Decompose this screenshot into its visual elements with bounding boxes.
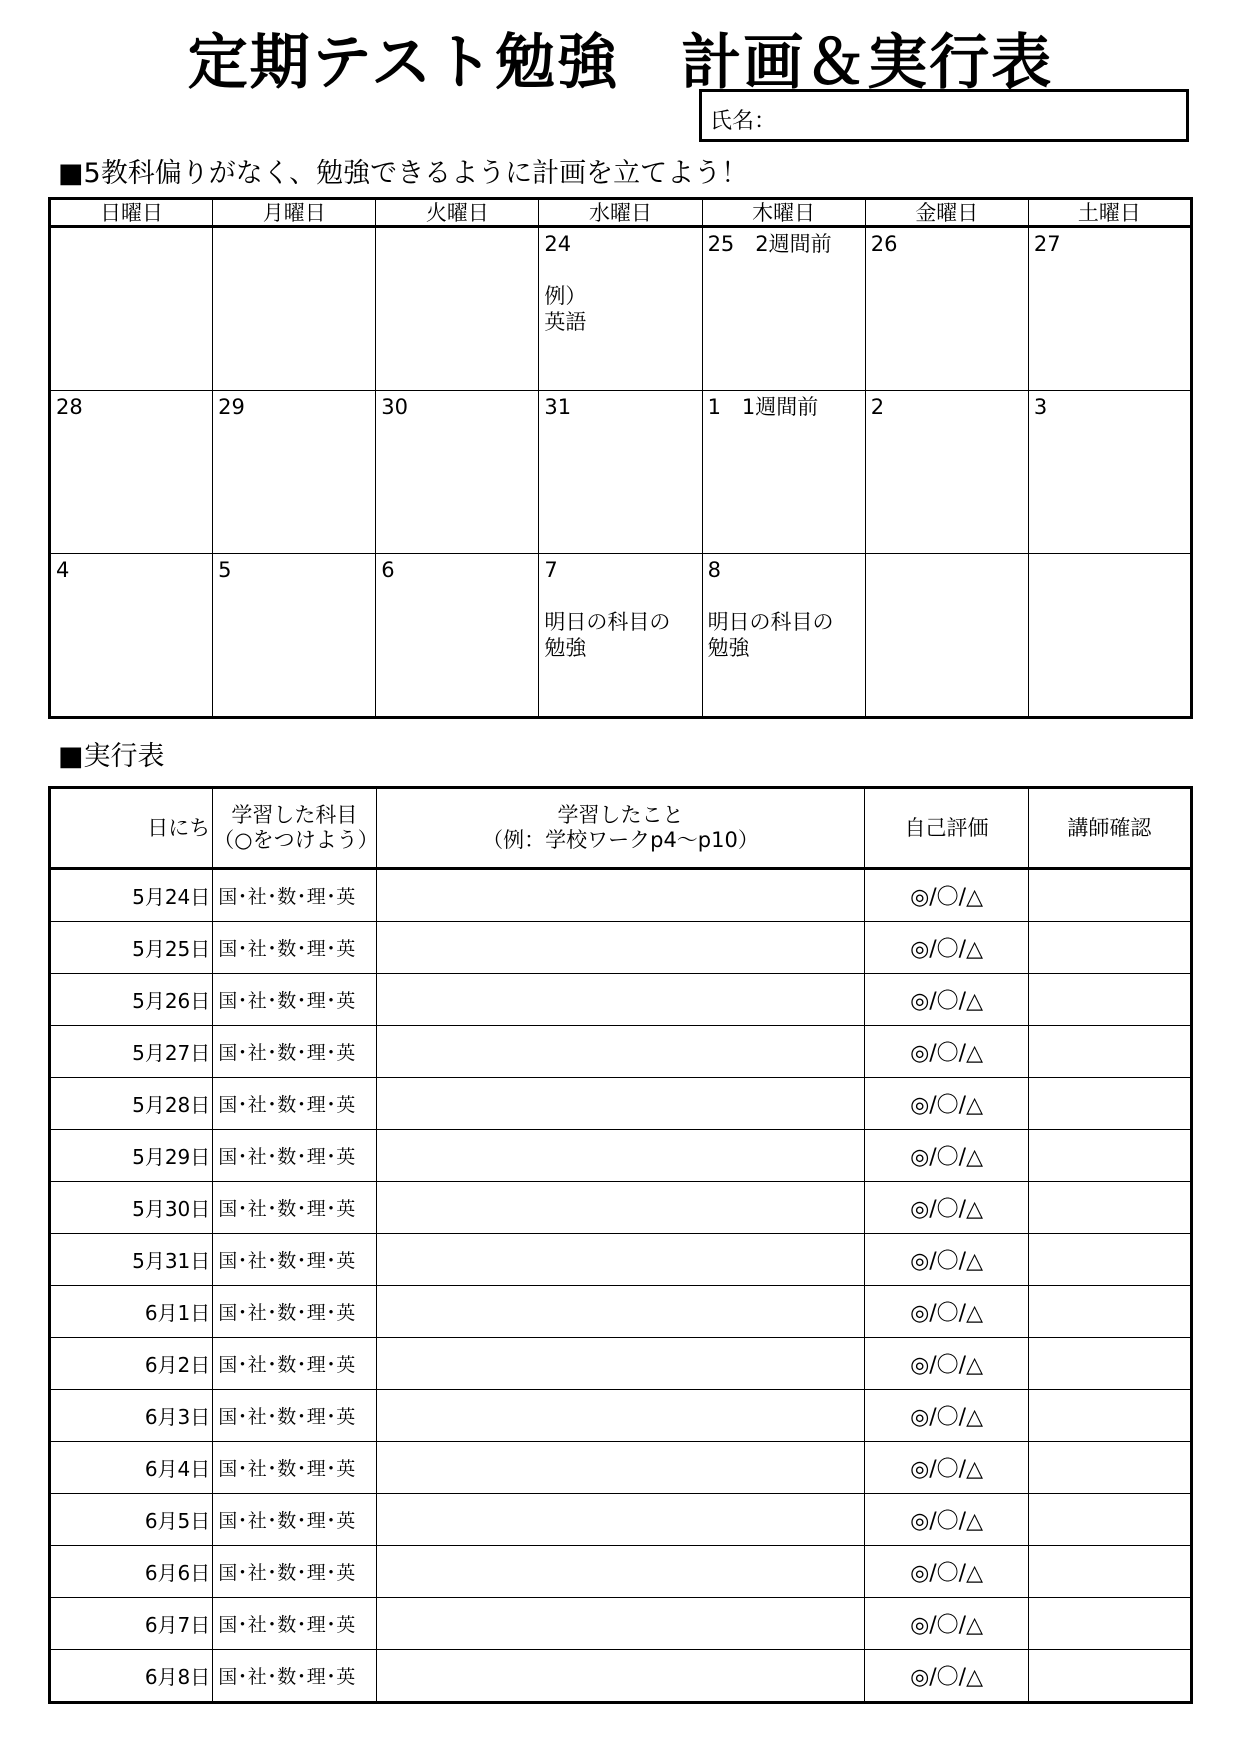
row-content[interactable] [376,1442,865,1494]
calendar-day-cell[interactable] [1028,554,1191,718]
table-row [50,974,1192,1026]
row-teacher-check[interactable] [1028,1442,1191,1494]
row-content[interactable] [376,1598,865,1650]
row-subjects[interactable]: 国･社･数･理･英 [213,974,376,1026]
row-teacher-check[interactable] [1028,1286,1191,1338]
table-row [50,922,1192,974]
page-title: 定期テスト勉強 計画＆実行表 [187,28,1054,98]
row-subjects[interactable]: 国･社･数･理･英 [213,1650,376,1703]
plan-calendar [48,197,1193,719]
calendar-day-cell[interactable] [213,391,376,554]
calendar-day-number: 6 [381,558,395,582]
row-self-eval[interactable]: ◎/〇/△ [865,1442,1028,1494]
row-date: 6月1日 [50,1286,213,1338]
row-teacher-check[interactable] [1028,922,1191,974]
table-row [50,1078,1192,1130]
calendar-day-cell[interactable] [1028,227,1191,391]
exec-heading: ■実行表 [58,741,165,772]
calendar-day-cell[interactable] [213,554,376,718]
header-teacher-check: 講師確認 [1028,788,1191,869]
row-content[interactable] [376,1546,865,1598]
row-teacher-check[interactable] [1028,1494,1191,1546]
calendar-day-cell[interactable] [865,227,1028,391]
row-subjects[interactable]: 国･社･数･理･英 [213,1026,376,1078]
weekday-header: 木曜日 [702,199,865,227]
calendar-day-cell[interactable] [50,554,213,718]
row-date: 5月27日 [50,1026,213,1078]
table-row [50,1182,1192,1234]
row-date: 5月24日 [50,869,213,922]
row-self-eval[interactable]: ◎/〇/△ [865,1234,1028,1286]
header-content-line1: 学習したこと [557,803,684,827]
row-subjects[interactable]: 国･社･数･理･英 [213,869,376,922]
calendar-day-cell[interactable] [702,391,865,554]
row-content[interactable] [376,1026,865,1078]
calendar-day-number: 27 [1033,232,1061,256]
header-subject [213,788,379,869]
row-date: 5月31日 [50,1234,213,1286]
name-label: 氏名： [710,109,777,134]
row-self-eval[interactable]: ◎/〇/△ [865,922,1028,974]
weekday-header: 月曜日 [213,199,376,227]
row-content[interactable] [376,1390,865,1442]
row-content[interactable] [376,1286,865,1338]
table-row [50,1130,1192,1182]
table-row [50,1338,1192,1390]
row-self-eval[interactable]: ◎/〇/△ [865,1650,1028,1703]
row-self-eval[interactable]: ◎/〇/△ [865,1494,1028,1546]
row-date: 5月26日 [50,974,213,1026]
weekday-header: 日曜日 [50,199,213,227]
row-date: 5月25日 [50,922,213,974]
row-date: 6月7日 [50,1598,213,1650]
table-row [50,1286,1192,1338]
calendar-day-note: 明日の科目の 勉強 [707,610,834,660]
header-content-line2: （例：学校ワークp4～p10） [482,828,759,852]
weekday-header: 金曜日 [865,199,1028,227]
row-self-eval[interactable]: ◎/〇/△ [865,1026,1028,1078]
row-teacher-check[interactable] [1028,1130,1191,1182]
row-content[interactable] [376,974,865,1026]
row-self-eval[interactable]: ◎/〇/△ [865,1078,1028,1130]
calendar-day-number: 29 [218,395,245,419]
row-date: 6月4日 [50,1442,213,1494]
row-teacher-check[interactable] [1028,974,1191,1026]
row-date: 6月8日 [50,1650,213,1703]
calendar-day-number: 2 [870,395,885,419]
calendar-day-cell[interactable] [865,391,1028,554]
row-teacher-check[interactable] [1028,1338,1191,1390]
calendar-day-number: 25 2週間前 [707,232,832,256]
calendar-day-cell[interactable] [539,227,702,391]
calendar-day-number: 31 [544,395,572,419]
row-date: 5月30日 [50,1182,213,1234]
row-teacher-check[interactable] [1028,1234,1191,1286]
weekday-header: 水曜日 [539,199,702,227]
row-date: 5月28日 [50,1078,213,1130]
calendar-day-note: 例） 英語 [544,284,587,334]
row-teacher-check[interactable] [1028,1650,1191,1703]
calendar-day-cell[interactable] [702,227,865,391]
row-subjects[interactable]: 国･社･数･理･英 [213,1338,376,1390]
row-self-eval[interactable]: ◎/〇/△ [865,974,1028,1026]
calendar-day-number: 5 [218,558,232,582]
row-subjects[interactable]: 国･社･数･理･英 [213,1598,376,1650]
row-teacher-check[interactable] [1028,1598,1191,1650]
row-self-eval[interactable]: ◎/〇/△ [865,1338,1028,1390]
header-self-eval: 自己評価 [865,788,1028,869]
row-content[interactable] [376,869,865,922]
calendar-day-cell[interactable] [1028,391,1191,554]
table-row [50,1494,1192,1546]
calendar-week [50,227,1192,391]
calendar-day-cell[interactable] [376,554,539,718]
calendar-day-cell[interactable] [376,391,539,554]
row-teacher-check[interactable] [1028,1026,1191,1078]
calendar-day-cell[interactable] [213,227,376,391]
row-teacher-check[interactable] [1028,1390,1191,1442]
table-row [50,1390,1192,1442]
row-teacher-check[interactable] [1028,1546,1191,1598]
row-content[interactable] [376,1078,865,1130]
row-teacher-check[interactable] [1028,1078,1191,1130]
calendar-day-cell[interactable] [865,554,1028,718]
calendar-day-number: 7 [544,558,558,582]
row-content[interactable] [376,1650,865,1703]
calendar-day-number: 24 [544,232,572,256]
header-subject-line1: 学習した科目 [231,803,358,827]
row-date: 6月2日 [50,1338,213,1390]
calendar-day-cell[interactable] [539,554,702,718]
row-date: 5月29日 [50,1130,213,1182]
table-row [50,1234,1192,1286]
row-content[interactable] [376,1234,865,1286]
row-self-eval[interactable]: ◎/〇/△ [865,1182,1028,1234]
row-subjects[interactable]: 国･社･数･理･英 [213,1286,376,1338]
row-subjects[interactable]: 国･社･数･理･英 [213,1234,376,1286]
row-date: 6月6日 [50,1546,213,1598]
calendar-day-cell[interactable] [50,227,213,391]
row-self-eval[interactable]: ◎/〇/△ [865,1286,1028,1338]
calendar-week [50,554,1192,718]
row-subjects[interactable]: 国･社･数･理･英 [213,1390,376,1442]
row-self-eval[interactable]: ◎/〇/△ [865,1130,1028,1182]
plan-heading: ■5教科偏りがなく、勉強できるように計画を立てよう！ [58,158,749,189]
header-subject-line2: （○をつけよう） [213,828,379,852]
row-date: 6月3日 [50,1390,213,1442]
row-content[interactable] [376,1338,865,1390]
row-subjects[interactable]: 国･社･数･理･英 [213,922,376,974]
table-row [50,869,1192,922]
weekday-header: 土曜日 [1028,199,1191,227]
row-self-eval[interactable]: ◎/〇/△ [865,1390,1028,1442]
calendar-day-cell[interactable] [539,391,702,554]
row-subjects[interactable]: 国･社･数･理･英 [213,1130,376,1182]
calendar-day-number: 26 [870,232,898,256]
row-teacher-check[interactable] [1028,869,1191,922]
table-row [50,1546,1192,1598]
calendar-day-cell[interactable] [50,391,213,554]
row-content[interactable] [376,1494,865,1546]
calendar-day-number: 30 [381,395,409,419]
row-self-eval[interactable]: ◎/〇/△ [865,1546,1028,1598]
calendar-day-number: 4 [56,558,70,582]
table-row [50,1650,1192,1703]
calendar-day-number: 8 [707,558,721,582]
table-row [50,1026,1192,1078]
row-subjects[interactable]: 国･社･数･理･英 [213,1546,376,1598]
calendar-day-cell[interactable] [702,554,865,718]
row-self-eval[interactable]: ◎/〇/△ [865,869,1028,922]
table-row [50,1442,1192,1494]
calendar-day-cell[interactable] [376,227,539,391]
row-content[interactable] [376,922,865,974]
row-content[interactable] [376,1182,865,1234]
row-content[interactable] [376,1130,865,1182]
row-self-eval[interactable]: ◎/〇/△ [865,1598,1028,1650]
calendar-day-number: 1 1週間前 [707,395,819,419]
row-date: 6月5日 [50,1494,213,1546]
row-subjects[interactable]: 国･社･数･理･英 [213,1078,376,1130]
calendar-day-note: 明日の科目の 勉強 [544,610,671,660]
calendar-week [50,391,1192,554]
calendar-day-number: 28 [56,395,83,419]
calendar-day-number: 3 [1033,395,1048,419]
row-subjects[interactable]: 国･社･数･理･英 [213,1494,376,1546]
header-date: 日にち [50,788,213,869]
row-subjects[interactable]: 国･社･数･理･英 [213,1442,376,1494]
row-teacher-check[interactable] [1028,1182,1191,1234]
header-content [376,788,865,869]
row-subjects[interactable]: 国･社･数･理･英 [213,1182,376,1234]
exec-table [48,786,1193,1704]
weekday-header: 火曜日 [376,199,539,227]
name-field[interactable] [699,89,1189,142]
table-row [50,1598,1192,1650]
